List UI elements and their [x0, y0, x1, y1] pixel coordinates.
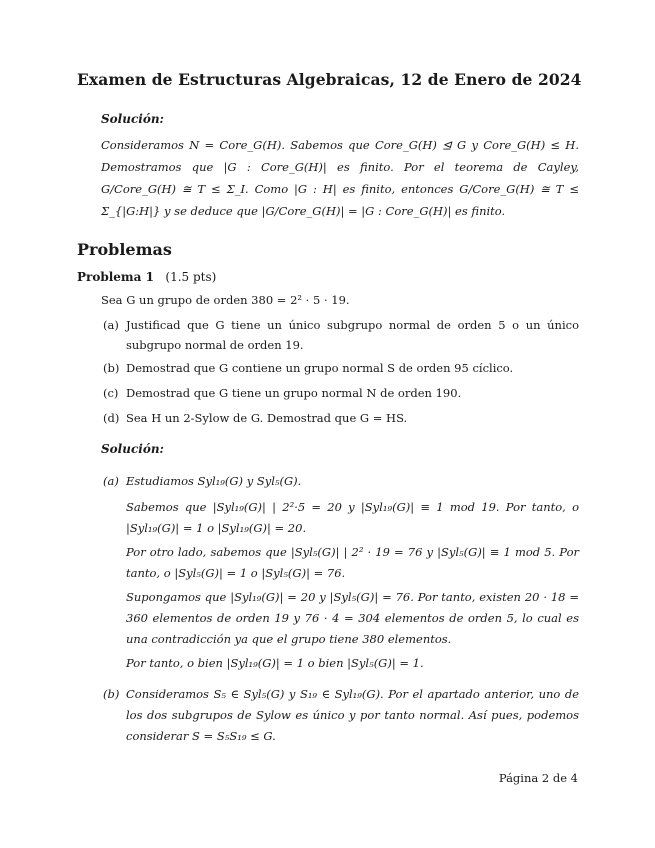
solution-a-label: (a): [103, 474, 119, 488]
solution-a-p2: Por otro lado, sabemos que |Syl₅(G)| | 2² · 19 = 76 y |Syl₅(G)| ≡ 1 mod 5. Por tanto, o |Syl₅(G)| = 1 o |Syl₅(G)| = 76.: [126, 545, 579, 580]
page-number: Página 2 de 4: [498, 771, 578, 785]
solution-a-intro: [103, 471, 579, 491]
item-label: (b): [103, 361, 120, 375]
solution-a-intro-text: Estudiamos Syl₁₉(G) y Syl₅(G).: [126, 474, 302, 488]
solution-b: [103, 684, 579, 747]
problem-points: (1.5 pts): [165, 270, 217, 284]
problem-item-d: [103, 408, 579, 428]
problem-item-a: [103, 315, 579, 355]
solution-a-p1: Sabemos que |Syl₁₉(G)| | 2²·5 = 20 y |Syl₁₉(G)| ≡ 1 mod 19. Por tanto, o |Syl₁₉(G)| = 1 o |Syl₁₉(G)| = 20.: [126, 500, 579, 535]
prev-solution-label: Solución:: [101, 112, 164, 126]
solution-a-p4: Por tanto, o bien |Syl₁₉(G)| = 1 o bien |Syl₅(G)| = 1.: [126, 656, 424, 670]
item-text: Justificad que G tiene un único subgrupo normal de orden 5 o un único subgrupo normal de orden 19.: [126, 318, 579, 352]
item-label: (a): [103, 318, 119, 332]
problem-item-c: [103, 383, 579, 403]
item-text: Sea H un 2-Sylow de G. Demostrad que G = HS.: [126, 411, 408, 425]
section-title: Problemas: [77, 240, 172, 259]
item-label: (c): [103, 386, 119, 400]
solution-a-p3: Supongamos que |Syl₁₉(G)| = 20 y |Syl₅(G)| = 76. Por tanto, existen 20 · 18 = 360 elementos de orden 19 y 76 · 4 = 304 elementos de orden 5, lo cual es una contradicción ya que el grupo tiene 380 elementos.: [126, 590, 579, 646]
solution-b-text: Consideramos S₅ ∈ Syl₅(G) y S₁₉ ∈ Syl₁₉(G). Por el apartado anterior, uno de los dos subgrupos de Sylow es único y por tanto normal. Así pues, podemos considerar S = S₅S₁₉ ≤ G.: [126, 687, 579, 743]
item-label: (d): [103, 411, 120, 425]
solution-label: Solución:: [101, 442, 164, 456]
page-title: Examen de Estructuras Algebraicas, 12 de Enero de 2024: [77, 70, 582, 89]
item-text: Demostrad que G tiene un grupo normal N de orden 190.: [126, 386, 462, 400]
problem-intro: Sea G un grupo de orden 380 = 2² · 5 · 19.: [101, 293, 350, 307]
problem-item-b: [103, 358, 579, 378]
item-text: Demostrad que G contiene un grupo normal S de orden 95 cíclico.: [126, 361, 514, 375]
problem-heading: [77, 270, 216, 284]
problem-title: Problema 1: [77, 270, 154, 284]
prev-solution-text: Consideramos N = Core_G(H). Sabemos que Core_G(H) ⊴ G y Core_G(H) ≤ H. Demostramos que |G : Core_G(H)| es finito. Por el teorema de Cayley, G/Core_G(H) ≅ T ≤ Σ_I. Como |G : H| es finito, entonces G/Core_G(H) ≅ T ≤ Σ_{|G:H|} y se deduce que |G/Core_G(H)| = |G : Core_G(H)| es finito.: [101, 138, 579, 218]
solution-b-label: (b): [103, 687, 120, 701]
